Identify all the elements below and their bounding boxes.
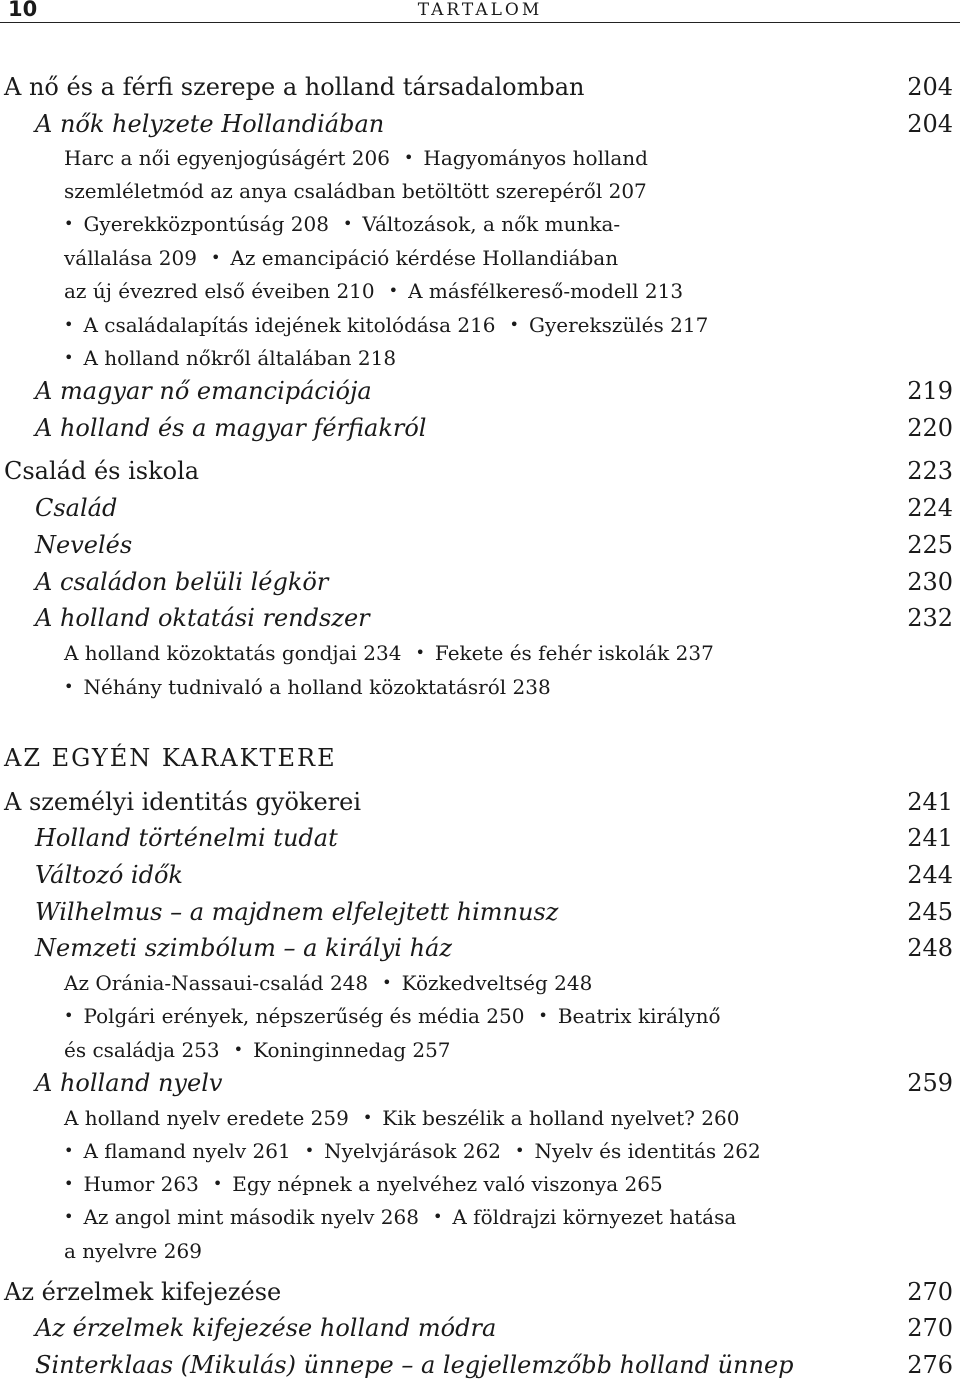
toc-entry-page: 219 xyxy=(907,377,953,405)
toc-entry-page: 241 xyxy=(907,788,953,816)
toc-entry-page: 259 xyxy=(907,1069,953,1097)
toc-subentry[interactable]: • Közkedveltség 248 xyxy=(382,971,592,995)
running-title: TARTALOM xyxy=(417,0,543,20)
toc-subentry[interactable]: • Kik beszélik a holland nyelvet? 260 xyxy=(363,1106,740,1130)
toc-subentry[interactable]: • Beatrix királynő xyxy=(538,1004,720,1028)
toc-entry-title: A magyar nő emancipációja xyxy=(35,377,372,405)
toc-subentry[interactable]: • Polgári erények, népszerűség és média 250 xyxy=(64,1004,524,1028)
toc-subentry[interactable]: • Nyelvjárások 262 xyxy=(305,1139,501,1163)
toc-entry-page: 230 xyxy=(907,568,953,596)
toc-subentry[interactable]: • A földrajzi környezet hatása xyxy=(433,1205,736,1229)
toc-subentry[interactable]: • A flamand nyelv 261 xyxy=(64,1139,291,1163)
toc-subentry[interactable]: • Egy népnek a nyelvéhez való viszonya 265 xyxy=(213,1172,663,1196)
toc-entry-page: 248 xyxy=(907,934,953,962)
toc-entry-page: 223 xyxy=(907,457,953,485)
toc-subentry[interactable]: • Hagyományos holland xyxy=(404,146,648,170)
toc-subentry[interactable]: • Változások, a nők munka- xyxy=(343,212,620,236)
toc-entry-title: Az érzelmek kifejezése xyxy=(4,1278,282,1306)
toc-entry-page: 245 xyxy=(907,898,953,926)
toc-entry-title: Család xyxy=(35,494,118,522)
page-header xyxy=(0,0,960,23)
toc-entry-page: 225 xyxy=(907,531,953,559)
toc-subentry[interactable]: a nyelvre 269 xyxy=(64,1239,202,1263)
toc-subentry[interactable]: • Néhány tudnivaló a holland közoktatásról 238 xyxy=(64,675,551,699)
toc-entry-page: 241 xyxy=(907,824,953,852)
toc-entry-title: A családon belüli légkör xyxy=(35,568,329,596)
toc-subentry[interactable]: vállalása 209 xyxy=(64,246,197,270)
toc-entry-title: Nemzeti szimbólum – a királyi ház xyxy=(35,934,452,962)
toc-subentry[interactable]: az új évezred első éveiben 210 xyxy=(64,279,375,303)
toc-entry-page: 224 xyxy=(907,494,953,522)
toc-subentry[interactable]: • A családalapítás idejének kitolódása 216 xyxy=(64,313,496,337)
part-title: AZ EGYÉN KARAKTERE xyxy=(4,744,337,772)
toc-entry-page: 276 xyxy=(907,1351,953,1379)
page-number: 10 xyxy=(8,0,38,21)
toc-entry-title: A nők helyzete Hollandiában xyxy=(35,110,385,138)
toc-entry-title: Sinterklaas (Mikulás) ünnepe – a legjellemzőbb holland ünnep xyxy=(35,1351,794,1379)
toc-entry-page: 270 xyxy=(907,1314,953,1342)
toc-subentry[interactable]: • Gyerekközpontúság 208 xyxy=(64,212,329,236)
toc-subentry[interactable]: • Az emancipáció kérdése Hollandiában xyxy=(211,246,618,270)
toc-entry-title: Változó idők xyxy=(35,861,183,889)
toc-entry-title: Wilhelmus – a majdnem elfelejtett himnusz xyxy=(35,898,559,926)
toc-subentry[interactable]: A holland nyelv eredete 259 xyxy=(64,1106,349,1130)
toc-subentry[interactable]: A holland közoktatás gondjai 234 xyxy=(64,641,402,665)
toc-subentry[interactable]: • Gyerekszülés 217 xyxy=(510,313,709,337)
toc-entry-title: A holland nyelv xyxy=(35,1069,223,1097)
toc-entry-title: A holland és a magyar férfiakról xyxy=(35,414,427,442)
toc-subentry[interactable]: Az Oránia-Nassaui-család 248 xyxy=(64,971,369,995)
toc-subentry[interactable]: • Az angol mint második nyelv 268 xyxy=(64,1205,419,1229)
toc-entry-title: Család és iskola xyxy=(4,457,200,485)
toc-entry-title: Az érzelmek kifejezése holland módra xyxy=(35,1314,497,1342)
toc-entry-page: 232 xyxy=(907,604,953,632)
toc-subentry[interactable]: • Humor 263 xyxy=(64,1172,199,1196)
toc-entry-page: 270 xyxy=(907,1278,953,1306)
toc-entry-page: 220 xyxy=(907,414,953,442)
toc-entry-title: A személyi identitás gyökerei xyxy=(4,788,362,816)
toc-subentry[interactable]: Harc a női egyenjogúságért 206 xyxy=(64,146,390,170)
toc-subentry[interactable]: szemléletmód az anya családban betöltött szerepéről 207 xyxy=(64,179,647,203)
toc-subentry[interactable]: • A másfélkereső-modell 213 xyxy=(389,279,683,303)
toc-entry-title: Holland történelmi tudat xyxy=(35,824,338,852)
toc-entry-page: 204 xyxy=(907,73,953,101)
toc-subentry[interactable]: • A holland nőkről általában 218 xyxy=(64,346,396,370)
toc-subentry[interactable]: • Fekete és fehér iskolák 237 xyxy=(415,641,713,665)
toc-entry-title: A nő és a férfi szerepe a holland társadalomban xyxy=(4,73,585,101)
toc-entry-title: A holland oktatási rendszer xyxy=(35,604,370,632)
toc-entry-page: 244 xyxy=(907,861,953,889)
toc-subentry[interactable]: • Nyelv és identitás 262 xyxy=(515,1139,761,1163)
toc-subentry[interactable]: • Koninginnedag 257 xyxy=(234,1038,451,1062)
toc-subentry[interactable]: és családja 253 xyxy=(64,1038,220,1062)
toc-entry-title: Nevelés xyxy=(35,531,133,559)
toc-entry-page: 204 xyxy=(907,110,953,138)
